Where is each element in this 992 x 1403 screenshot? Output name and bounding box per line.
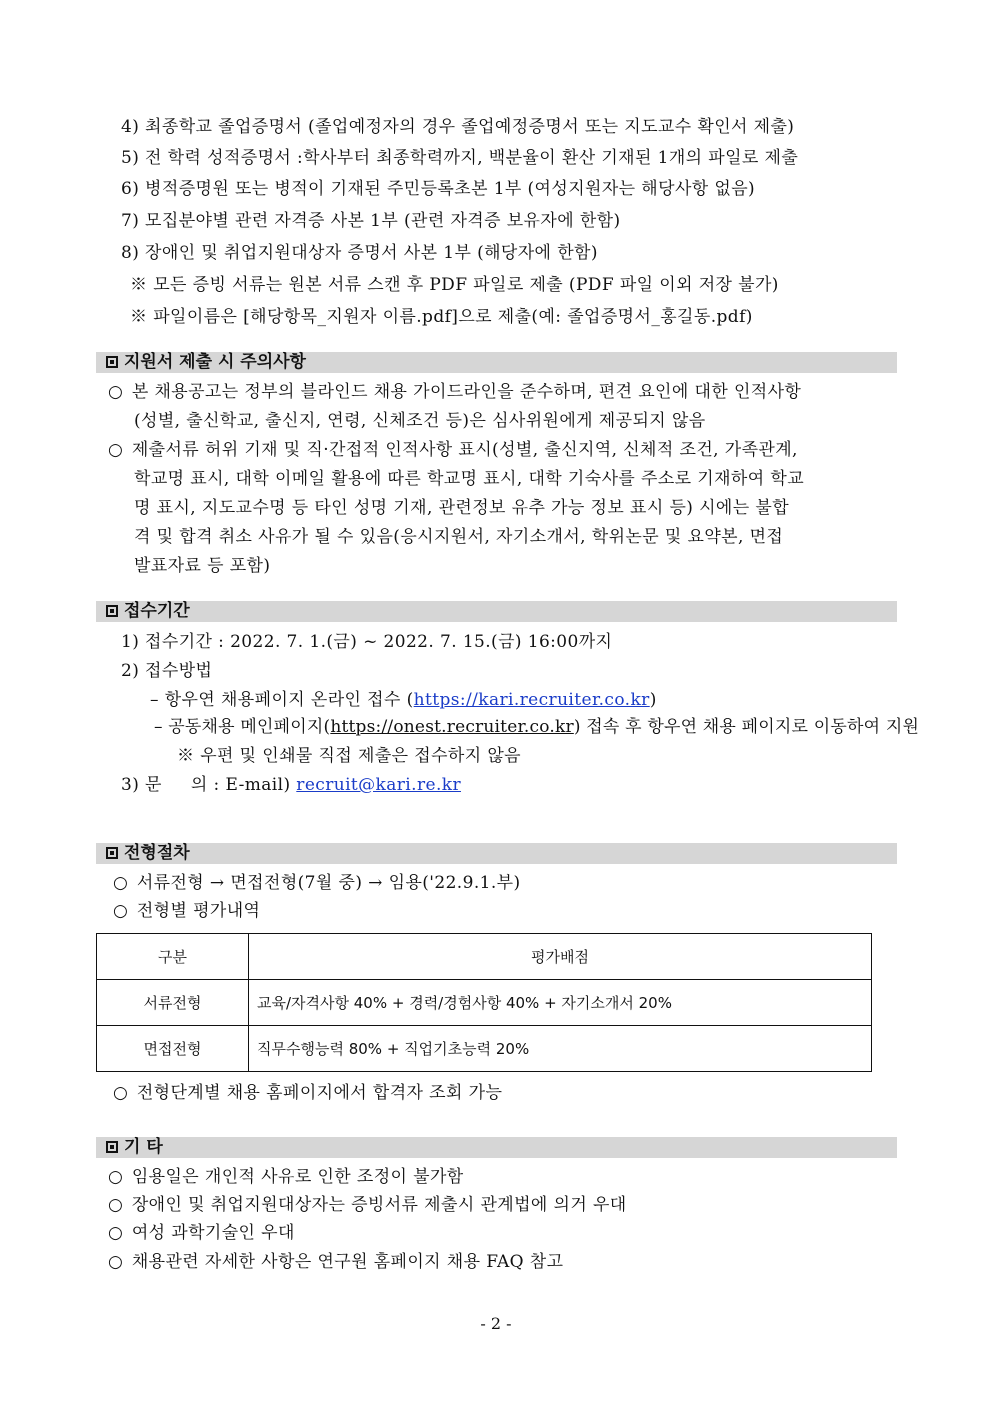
process-eval-label: [113, 900, 260, 922]
caution-item-2-cont: 명 표시, 지도교수명 등 타인 성명 기재, 관련정보 유추 가능 정보 표시 등) 시에는 불합: [134, 498, 790, 518]
doc-item-6: 6) 병적증명원 또는 병적이 기재된 주민등록초본 1부 (여성지원자는 해당사항 없음): [121, 179, 756, 199]
period-method-label: 2) 접수방법: [121, 661, 213, 681]
section-header-period: [96, 601, 897, 622]
square-bullet-icon: [106, 847, 118, 859]
text: – 공동채용 메인페이지(: [154, 717, 331, 737]
circle-bullet-icon: ○: [108, 1167, 124, 1187]
text: – 항우연 채용페이지 온라인 접수 (: [150, 690, 414, 710]
table-row: [97, 1026, 872, 1072]
circle-bullet-icon: ○: [108, 1195, 124, 1215]
table-cell: 직무수행능력 80% + 직업기초능력 20%: [249, 1026, 872, 1072]
text: ): [649, 690, 657, 710]
doc-item-7: 7) 모집분야별 관련 자격증 사본 1부 (관련 자격증 보유자에 한함): [121, 211, 621, 231]
section-header-caution: [96, 352, 897, 373]
period-contact: [121, 774, 461, 796]
doc-note-filename: ※ 파일이름은 [해당항목_지원자 이름.pdf]으로 제출(예: 졸업증명서_홍길동.pdf): [130, 307, 753, 327]
text: 3) 문 의 : E-mail): [121, 775, 297, 795]
text: 여성 과학기술인 우대: [131, 1223, 295, 1243]
circle-bullet-icon: ○: [113, 1083, 129, 1103]
text: 전형단계별 채용 홈페이지에서 합격자 조회 가능: [136, 1083, 503, 1103]
doc-item-5: 5) 전 학력 성적증명서 :학사부터 최종학력까지, 백분율이 환산 기재된 1개의 파일로 제출: [121, 148, 799, 168]
process-result-note: [113, 1082, 502, 1104]
caution-text: 본 채용공고는 정부의 블라인드 채용 가이드라인을 준수하며, 편견 요인에 대한 인적사항: [131, 382, 802, 402]
section-title: 지원서 제출 시 주의사항: [124, 352, 306, 372]
square-bullet-icon: [106, 1141, 118, 1153]
circle-bullet-icon: ○: [108, 1252, 124, 1272]
caution-item-1: [108, 381, 801, 403]
table-row: [97, 980, 872, 1026]
table-header-cell: 평가배점: [249, 934, 872, 980]
table-cell: 면접전형: [97, 1026, 249, 1072]
kari-recruit-link[interactable]: https://kari.recruiter.co.kr: [413, 690, 650, 710]
caution-text: 제출서류 허위 기재 및 직·간접적 인적사항 표시(성별, 출신지역, 신체적 조건, 가족관계,: [131, 440, 798, 460]
section-header-etc: [96, 1137, 897, 1158]
text: 채용관련 자세한 사항은 연구원 홈페이지 채용 FAQ 참고: [131, 1252, 564, 1272]
caution-item-1-cont: (성별, 출신학교, 출신지, 연령, 신체조건 등)은 심사위원에게 제공되지 않음: [134, 411, 706, 431]
section-title: 전형절차: [124, 843, 190, 863]
doc-note-pdf: ※ 모든 증빙 서류는 원본 서류 스캔 후 PDF 파일로 제출 (PDF 파일 이외 저장 불가): [130, 275, 779, 295]
circle-bullet-icon: ○: [113, 873, 129, 893]
caution-item-2-cont: 격 및 합격 취소 사유가 될 수 있음(응시지원서, 자기소개서, 학위논문 및 요약본, 면접: [134, 527, 784, 547]
process-flow: [113, 872, 521, 894]
square-bullet-icon: [106, 605, 118, 617]
page-number: - 2 -: [480, 1314, 512, 1333]
onest-recruit-link[interactable]: https://onest.recruiter.co.kr: [330, 717, 574, 737]
circle-bullet-icon: ○: [108, 440, 124, 460]
etc-item: [108, 1194, 627, 1216]
text: 장애인 및 취업지원대상자는 증빙서류 제출시 관계법에 의거 우대: [131, 1195, 627, 1215]
section-header-process: [96, 843, 897, 864]
text: ) 접속 후 항우연 채용 페이지로 이동하여 지원: [573, 717, 920, 737]
table-cell: 교육/자격사항 40% + 경력/경험사항 40% + 자기소개서 20%: [249, 980, 872, 1026]
section-title: 기 타: [124, 1137, 163, 1157]
period-method-online: [150, 689, 657, 711]
caution-item-2-cont: 발표자료 등 포함): [134, 556, 271, 576]
caution-item-2: [108, 439, 798, 461]
table-header-cell: 구분: [97, 934, 249, 980]
circle-bullet-icon: ○: [108, 1223, 124, 1243]
doc-item-8: 8) 장애인 및 취업지원대상자 증명서 사본 1부 (해당자에 한함): [121, 243, 598, 263]
table-cell: 서류전형: [97, 980, 249, 1026]
table-header-row: [97, 934, 872, 980]
text: 서류전형 → 면접전형(7월 중) → 임용('22.9.1.부): [136, 873, 521, 893]
text: 전형별 평가내역: [136, 901, 261, 921]
circle-bullet-icon: ○: [113, 901, 129, 921]
caution-item-2-cont: 학교명 표시, 대학 이메일 활용에 따른 학교명 표시, 대학 기숙사를 주소로 기재하여 학교: [134, 469, 805, 489]
etc-item: [108, 1166, 464, 1188]
period-dates: 1) 접수기간 : 2022. 7. 1.(금) ~ 2022. 7. 15.(금) 16:00까지: [121, 632, 613, 652]
etc-item: [108, 1251, 563, 1273]
evaluation-table: [96, 933, 872, 1072]
circle-bullet-icon: ○: [108, 382, 124, 402]
etc-item: [108, 1222, 295, 1244]
section-title: 접수기간: [124, 601, 190, 621]
period-method-joint: [154, 716, 919, 738]
square-bullet-icon: [106, 356, 118, 368]
text: 임용일은 개인적 사유로 인한 조정이 불가함: [131, 1167, 464, 1187]
period-note-mail: ※ 우편 및 인쇄물 직접 제출은 접수하지 않음: [177, 746, 521, 766]
doc-item-4: 4) 최종학교 졸업증명서 (졸업예정자의 경우 졸업예정증명서 또는 지도교수 확인서 제출): [121, 117, 795, 137]
email-link[interactable]: recruit@kari.re.kr: [296, 775, 461, 795]
